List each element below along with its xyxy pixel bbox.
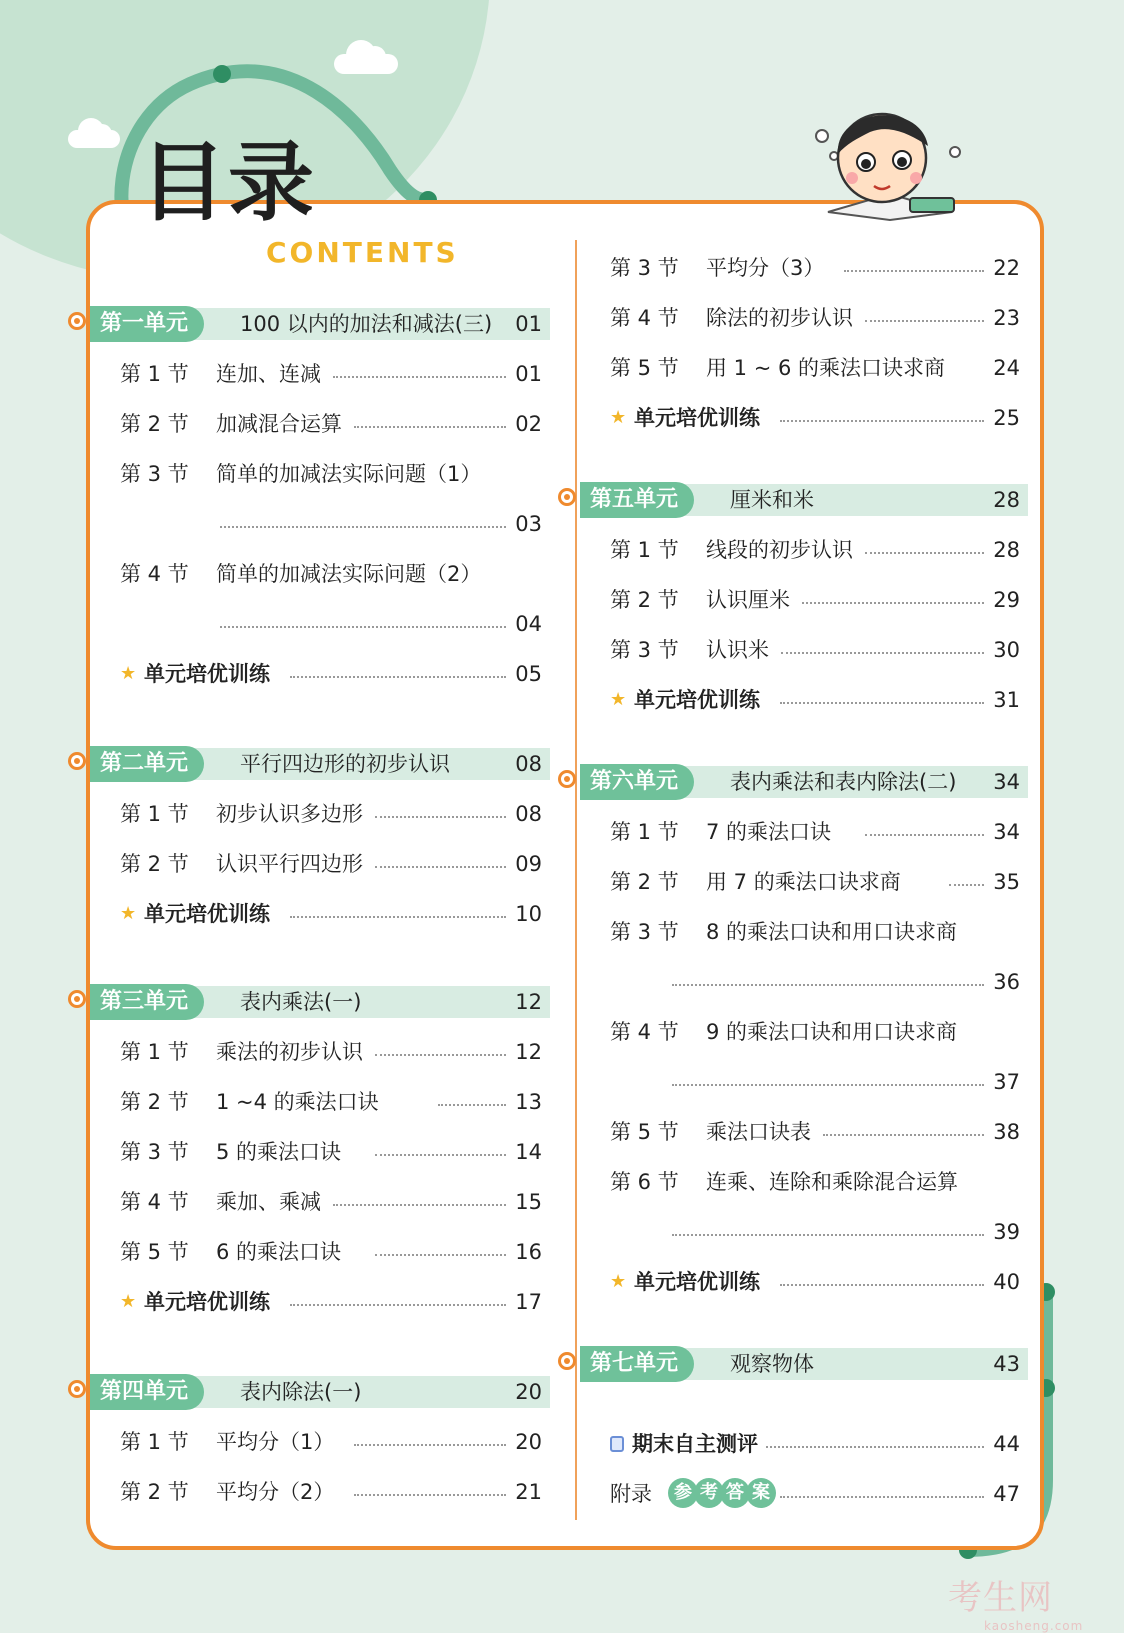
appendix-label: 附录 (610, 1482, 652, 1506)
dot-leader (220, 526, 506, 528)
section-number: 第 1 节 (120, 802, 189, 826)
section-entry[interactable] (90, 554, 550, 594)
unit-practice-entry[interactable] (580, 680, 1028, 720)
page-number: 28 (993, 538, 1020, 562)
section-entry[interactable] (90, 1032, 550, 1072)
appendix-entry[interactable] (580, 1474, 1028, 1514)
section-title: 除法的初步认识 (706, 306, 853, 330)
dot-leader (672, 1084, 984, 1086)
section-entry-continued[interactable] (90, 504, 550, 544)
section-number: 第 6 节 (610, 1170, 679, 1194)
page-number: 38 (993, 1120, 1020, 1144)
page-number: 08 (515, 802, 542, 826)
section-entry[interactable] (90, 1182, 550, 1222)
section-title: 用 1 ~ 6 的乘法口诀求商 (706, 356, 946, 380)
page-number: 20 (515, 1380, 542, 1404)
practice-title: 单元培优训练 (144, 1290, 270, 1314)
star-icon: ★ (120, 663, 137, 684)
dot-leader (333, 376, 506, 378)
dot-leader (865, 320, 984, 322)
dot-leader (780, 702, 984, 704)
answer-char: 答 (720, 1478, 750, 1508)
section-entry[interactable] (580, 1112, 1028, 1152)
section-title: 乘法口诀表 (706, 1120, 811, 1144)
section-title: 认识平行四边形 (216, 852, 363, 876)
unit-heading[interactable] (90, 744, 550, 784)
section-number: 第 4 节 (610, 1020, 679, 1044)
page-number: 12 (515, 990, 542, 1014)
dot-leader (780, 420, 984, 422)
unit-bullet-icon (68, 990, 86, 1008)
dot-leader (375, 1054, 506, 1056)
dot-leader (802, 602, 984, 604)
section-entry[interactable] (90, 1472, 550, 1512)
practice-title: 单元培优训练 (144, 662, 270, 686)
page-number: 37 (993, 1070, 1020, 1094)
unit-tag: 第四单元 (90, 1374, 204, 1410)
section-number: 第 5 节 (120, 1240, 189, 1264)
page-number: 36 (993, 970, 1020, 994)
section-number: 第 2 节 (120, 412, 189, 436)
final-exam-entry[interactable] (580, 1424, 1028, 1464)
answer-badge (668, 1478, 772, 1508)
section-title: 平均分（3） (706, 256, 825, 280)
unit-practice-entry[interactable] (90, 654, 550, 694)
dot-leader (780, 1496, 984, 1498)
watermark (948, 1570, 1083, 1633)
unit-title: 表内乘法(一) (240, 990, 362, 1014)
section-number: 第 3 节 (610, 638, 679, 662)
dot-leader (375, 816, 506, 818)
section-entry[interactable] (580, 580, 1028, 620)
answer-char: 考 (694, 1478, 724, 1508)
unit-title: 观察物体 (730, 1352, 814, 1376)
unit-practice-entry[interactable] (580, 1262, 1028, 1302)
section-title: 1 ~4 的乘法口诀 (216, 1090, 379, 1114)
page-number: 23 (993, 306, 1020, 330)
section-number: 第 2 节 (120, 1480, 189, 1504)
unit-heading[interactable] (90, 982, 550, 1022)
dot-leader (766, 1446, 984, 1448)
page-number: 10 (515, 902, 542, 926)
page-number: 35 (993, 870, 1020, 894)
star-icon: ★ (120, 1291, 137, 1312)
section-entry[interactable] (580, 348, 1028, 388)
section-title: 连加、连减 (216, 362, 321, 386)
page-number: 34 (993, 820, 1020, 844)
page-number: 01 (515, 312, 542, 336)
page-number: 25 (993, 406, 1020, 430)
section-entry[interactable] (580, 298, 1028, 338)
section-title: 认识米 (706, 638, 769, 662)
star-icon: ★ (610, 407, 627, 428)
page-number: 22 (993, 256, 1020, 280)
watermark-text: 考生网 (948, 1578, 1053, 1618)
dot-leader (780, 1284, 984, 1286)
section-number: 第 2 节 (120, 1090, 189, 1114)
dot-leader (375, 1154, 506, 1156)
dot-leader (333, 1204, 506, 1206)
section-title: 认识厘米 (706, 588, 790, 612)
unit-tag: 第二单元 (90, 746, 204, 782)
section-entry[interactable] (580, 812, 1028, 852)
section-number: 第 2 节 (610, 870, 679, 894)
section-number: 第 1 节 (120, 1430, 189, 1454)
section-number: 第 5 节 (610, 1120, 679, 1144)
page-number: 08 (515, 752, 542, 776)
dot-leader (865, 834, 984, 836)
star-icon: ★ (610, 689, 627, 710)
section-number: 第 2 节 (610, 588, 679, 612)
unit-practice-entry[interactable] (580, 398, 1028, 438)
page-number: 05 (515, 662, 542, 686)
page-number: 31 (993, 688, 1020, 712)
page-number: 47 (993, 1482, 1020, 1506)
dot-leader (290, 1304, 506, 1306)
section-number: 第 4 节 (120, 562, 189, 586)
page-number: 28 (993, 488, 1020, 512)
star-icon: ★ (610, 1271, 627, 1292)
dot-leader (290, 676, 506, 678)
unit-bullet-icon (558, 1352, 576, 1370)
dot-leader (354, 426, 506, 428)
dot-leader (438, 1104, 506, 1106)
unit-practice-entry[interactable] (90, 1282, 550, 1322)
section-entry[interactable] (580, 248, 1028, 288)
section-title: 线段的初步认识 (706, 538, 853, 562)
page-number: 20 (515, 1430, 542, 1454)
section-number: 第 1 节 (120, 1040, 189, 1064)
dot-leader (220, 626, 506, 628)
page-number: 01 (515, 362, 542, 386)
unit-tag: 第一单元 (90, 306, 204, 342)
dot-leader (672, 984, 984, 986)
section-entry[interactable] (580, 530, 1028, 570)
unit-title: 平行四边形的初步认识 (240, 752, 450, 776)
watermark-sub: kaosheng.com (984, 1619, 1084, 1633)
section-entry[interactable] (90, 404, 550, 444)
unit-title: 表内乘法和表内除法(二) (730, 770, 957, 794)
section-title: 5 的乘法口诀 (216, 1140, 342, 1164)
page-number: 30 (993, 638, 1020, 662)
section-title: 初步认识多边形 (216, 802, 363, 826)
section-title: 简单的加减法实际问题（2） (216, 562, 482, 586)
page-number: 43 (993, 1352, 1020, 1376)
unit-bullet-icon (68, 312, 86, 330)
page-number: 13 (515, 1090, 542, 1114)
unit-tag: 第三单元 (90, 984, 204, 1020)
section-number: 第 3 节 (120, 1140, 189, 1164)
unit-heading[interactable] (580, 1344, 1028, 1384)
section-title: 乘加、乘减 (216, 1190, 321, 1214)
unit-bullet-icon (68, 1380, 86, 1398)
page-number: 02 (515, 412, 542, 436)
practice-title: 单元培优训练 (634, 406, 760, 430)
page-number: 39 (993, 1220, 1020, 1244)
unit-bullet-icon (558, 488, 576, 506)
section-entry[interactable] (90, 1132, 550, 1172)
practice-title: 单元培优训练 (634, 1270, 760, 1294)
unit-practice-entry[interactable] (90, 894, 550, 934)
unit-tag: 第七单元 (580, 1346, 694, 1382)
section-number: 第 3 节 (120, 462, 189, 486)
section-title: 连乘、连除和乘除混合运算 (706, 1170, 958, 1194)
section-number: 第 3 节 (610, 920, 679, 944)
section-title: 9 的乘法口诀和用口诀求商 (706, 1020, 958, 1044)
section-number: 第 4 节 (610, 306, 679, 330)
page-number: 09 (515, 852, 542, 876)
page-number: 40 (993, 1270, 1020, 1294)
section-entry[interactable] (90, 1082, 550, 1122)
section-title: 加减混合运算 (216, 412, 342, 436)
section-title: 8 的乘法口诀和用口诀求商 (706, 920, 958, 944)
section-number: 第 1 节 (610, 820, 679, 844)
section-entry[interactable] (90, 1232, 550, 1272)
page-number: 21 (515, 1480, 542, 1504)
unit-bullet-icon (558, 770, 576, 788)
unit-bullet-icon (68, 752, 86, 770)
section-entry[interactable] (580, 1162, 1028, 1202)
dot-leader (354, 1494, 506, 1496)
section-title: 用 7 的乘法口诀求商 (706, 870, 901, 894)
section-number: 第 5 节 (610, 356, 679, 380)
page-number: 17 (515, 1290, 542, 1314)
section-entry[interactable] (580, 630, 1028, 670)
section-entry-continued[interactable] (580, 1212, 1028, 1252)
unit-heading[interactable] (580, 480, 1028, 520)
page-number: 16 (515, 1240, 542, 1264)
page-number: 04 (515, 612, 542, 636)
dot-leader (375, 1254, 506, 1256)
section-entry[interactable] (580, 912, 1028, 952)
page-number: 14 (515, 1140, 542, 1164)
section-title: 6 的乘法口诀 (216, 1240, 342, 1264)
document-icon (610, 1436, 624, 1452)
section-number: 第 1 节 (610, 538, 679, 562)
answer-char: 案 (746, 1478, 776, 1508)
unit-tag: 第五单元 (580, 482, 694, 518)
dot-leader (865, 552, 984, 554)
page-number: 29 (993, 588, 1020, 612)
dot-leader (290, 916, 506, 918)
section-title: 平均分（1） (216, 1430, 335, 1454)
dot-leader (823, 1134, 984, 1136)
unit-heading[interactable] (90, 1372, 550, 1412)
section-number: 第 1 节 (120, 362, 189, 386)
answer-char: 参 (668, 1478, 698, 1508)
practice-title: 单元培优训练 (144, 902, 270, 926)
star-icon: ★ (120, 903, 137, 924)
practice-title: 单元培优训练 (634, 688, 760, 712)
unit-title: 厘米和米 (730, 488, 814, 512)
section-entry-continued[interactable] (90, 604, 550, 644)
dot-leader (781, 652, 984, 654)
exam-title: 期末自主测评 (632, 1432, 758, 1456)
page-number: 15 (515, 1190, 542, 1214)
section-entry[interactable] (90, 1422, 550, 1462)
section-title: 乘法的初步认识 (216, 1040, 363, 1064)
section-entry-continued[interactable] (580, 1062, 1028, 1102)
dot-leader (354, 1444, 506, 1446)
page-number: 03 (515, 512, 542, 536)
dot-leader (375, 866, 506, 868)
section-entry-continued[interactable] (580, 962, 1028, 1002)
section-entry[interactable] (90, 454, 550, 494)
dot-leader (672, 1234, 984, 1236)
unit-heading[interactable] (580, 762, 1028, 802)
section-number: 第 3 节 (610, 256, 679, 280)
page-number: 12 (515, 1040, 542, 1064)
dot-leader (844, 270, 984, 272)
unit-title: 100 以内的加法和减法(三) (240, 312, 493, 336)
section-number: 第 2 节 (120, 852, 189, 876)
page-subtitle: CONTENTS (266, 236, 459, 269)
section-title: 简单的加减法实际问题（1） (216, 462, 482, 486)
section-entry[interactable] (90, 794, 550, 834)
page-number: 44 (993, 1432, 1020, 1456)
column-divider (575, 240, 577, 1520)
page-title: 目录 (140, 133, 316, 233)
section-entry[interactable] (90, 354, 550, 394)
section-number: 第 4 节 (120, 1190, 189, 1214)
unit-title: 表内除法(一) (240, 1380, 362, 1404)
page-number: 34 (993, 770, 1020, 794)
unit-heading[interactable] (90, 304, 550, 344)
section-entry[interactable] (90, 844, 550, 884)
boy-reading-icon (810, 94, 970, 224)
section-title: 7 的乘法口诀 (706, 820, 832, 844)
section-title: 平均分（2） (216, 1480, 335, 1504)
unit-tag: 第六单元 (580, 764, 694, 800)
dot-leader (949, 884, 984, 886)
page-number: 24 (993, 356, 1020, 380)
section-entry[interactable] (580, 862, 1028, 902)
section-entry[interactable] (580, 1012, 1028, 1052)
